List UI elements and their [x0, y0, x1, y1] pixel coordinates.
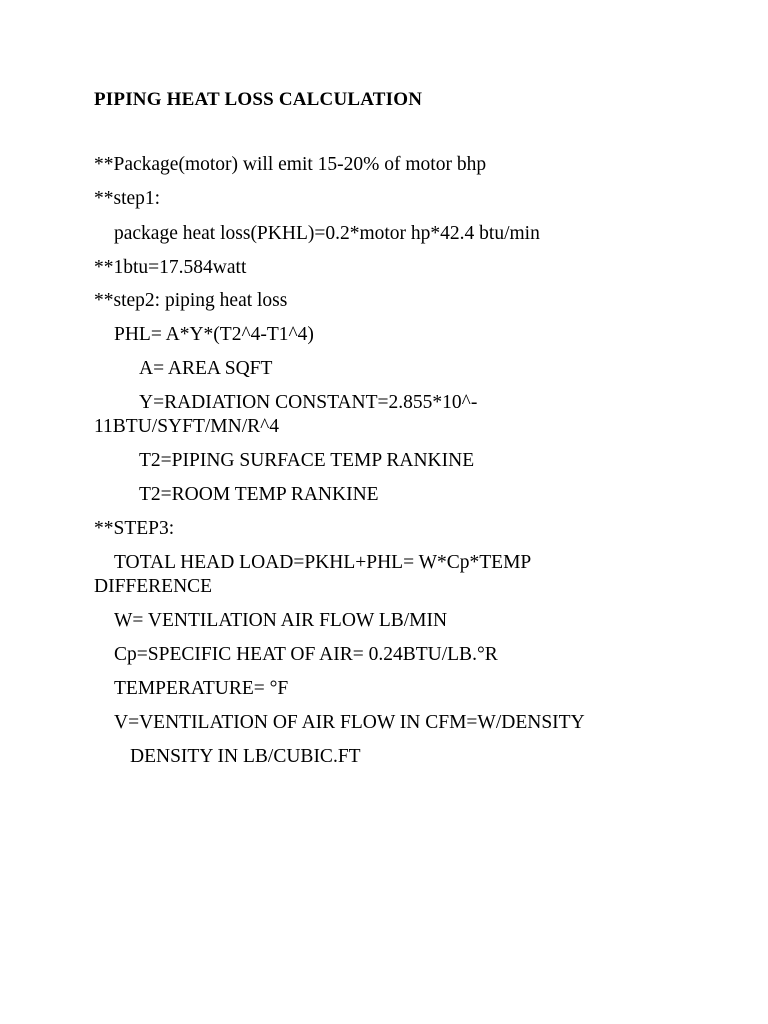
document-title: PIPING HEAT LOSS CALCULATION	[94, 89, 423, 110]
text-line-temperature: TEMPERATURE= °F	[114, 678, 289, 699]
text-line-radiation-constant: Y=RADIATION CONSTANT=2.855*10^-	[139, 392, 478, 413]
text-line-ventilation-cfm: V=VENTILATION OF AIR FLOW IN CFM=W/DENSITY	[114, 712, 585, 733]
text-line-room-temp: T2=ROOM TEMP RANKINE	[139, 484, 379, 505]
text-line-radiation-units: 11BTU/SYFT/MN/R^4	[94, 416, 280, 437]
text-line-package-heat-loss: package heat loss(PKHL)=0.2*motor hp*42.4 btu/min	[114, 223, 540, 244]
text-line-step2: **step2: piping heat loss	[94, 290, 288, 311]
text-line-phl-formula: PHL= A*Y*(T2^4-T1^4)	[114, 324, 314, 345]
text-line-total-head-load: TOTAL HEAD LOAD=PKHL+PHL= W*Cp*TEMP	[114, 552, 532, 573]
text-line-difference: DIFFERENCE	[94, 576, 213, 597]
text-line-area: A= AREA SQFT	[139, 358, 273, 379]
text-line-step1: **step1:	[94, 188, 161, 209]
text-line-step3: **STEP3:	[94, 518, 175, 539]
text-line-ventilation-air-flow: W= VENTILATION AIR FLOW LB/MIN	[114, 610, 448, 631]
text-line-piping-surface-temp: T2=PIPING SURFACE TEMP RANKINE	[139, 450, 475, 471]
text-line-density: DENSITY IN LB/CUBIC.FT	[130, 746, 361, 767]
text-line-btu-watt: **1btu=17.584watt	[94, 257, 247, 278]
text-line-specific-heat: Cp=SPECIFIC HEAT OF AIR= 0.24BTU/LB.°R	[114, 644, 498, 665]
text-line-package-emit: **Package(motor) will emit 15-20% of motor bhp	[94, 154, 487, 175]
